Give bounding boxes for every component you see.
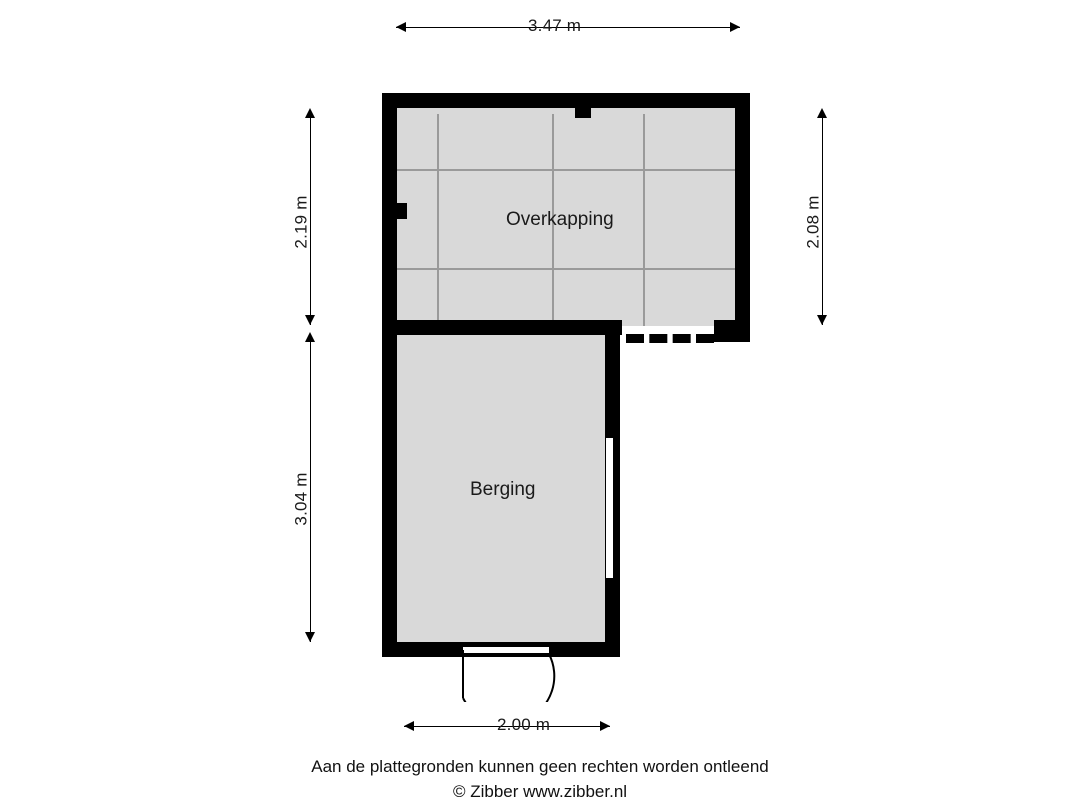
- dimension-bottom-label: 2.00 m: [497, 715, 551, 734]
- open-side-dashed: [626, 334, 714, 343]
- wall-right-upper: [735, 93, 750, 342]
- roof-grid-line: [643, 114, 645, 326]
- roof-grid-line: [392, 268, 740, 270]
- footer-copyright: © Zibber www.zibber.nl: [452, 782, 628, 801]
- wall-left-berging: [382, 320, 397, 657]
- wall-left-upper: [382, 93, 397, 335]
- wall-bottom-overkapping-right: [714, 320, 750, 342]
- dimension-top-label: 3.47 m: [528, 16, 582, 35]
- roof-grid-line: [437, 114, 439, 326]
- wall-left-jamb: [397, 203, 407, 219]
- window-right: [605, 437, 614, 579]
- door-swing-arc: [460, 650, 556, 702]
- roof-grid-line: [392, 169, 740, 171]
- wall-top: [382, 93, 750, 108]
- dimension-left-lower-label: 3.04 m: [291, 472, 311, 526]
- dimension-right-label: 2.08 m: [803, 195, 823, 249]
- room-label-berging: Berging: [470, 479, 536, 500]
- dimension-left-upper-label: 2.19 m: [291, 195, 311, 249]
- footer-disclaimer: Aan de plattegronden kunnen geen rechten worden ontleend: [311, 757, 769, 776]
- wall-bottom-overkapping-left: [382, 320, 622, 335]
- room-label-overkapping: Overkapping: [506, 209, 614, 230]
- wall-top-notch: [575, 108, 591, 118]
